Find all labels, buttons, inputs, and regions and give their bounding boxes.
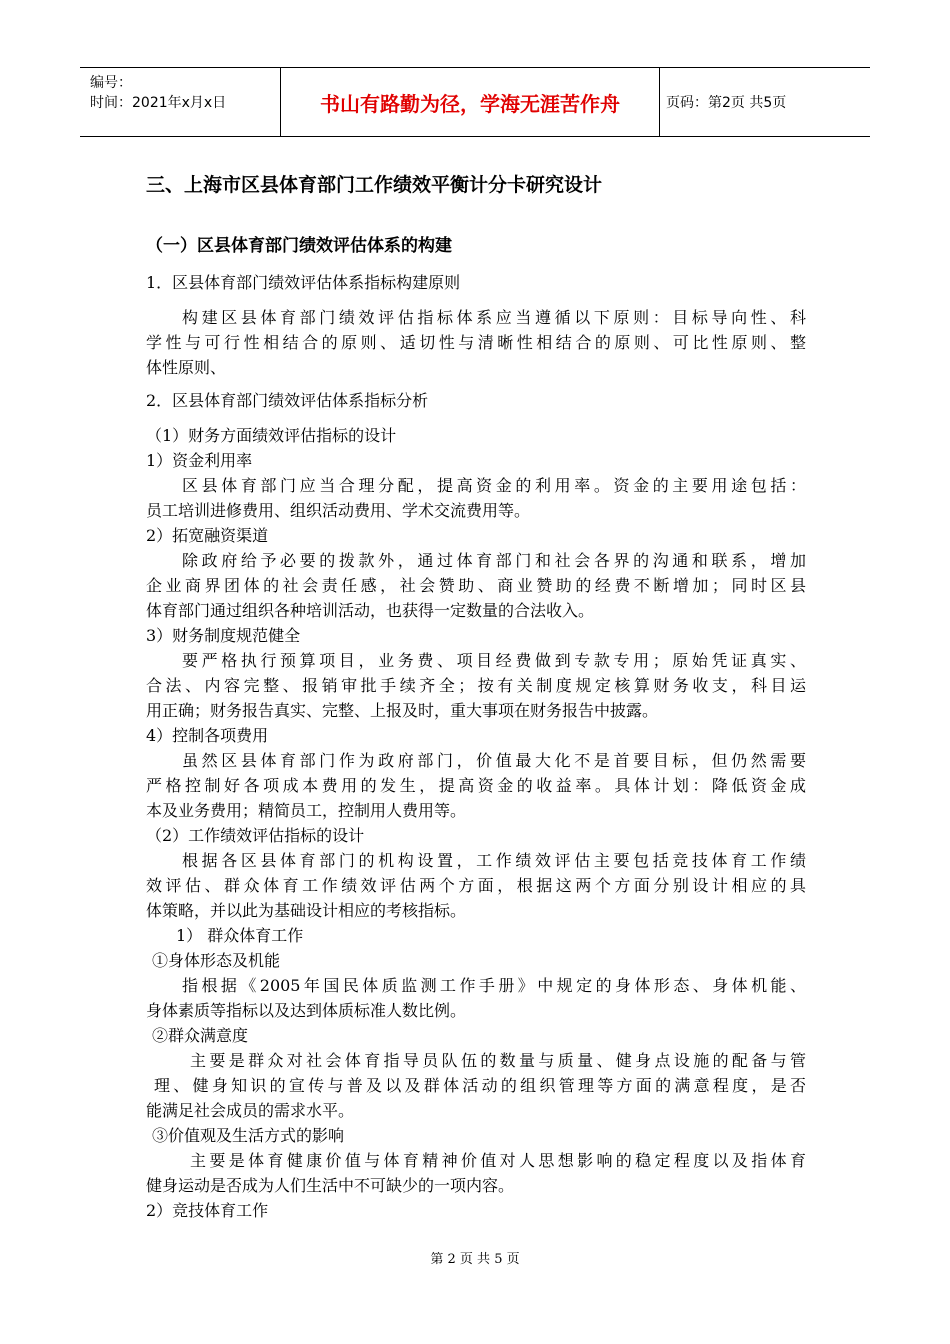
header-meta xyxy=(80,68,281,136)
body-line: 除政府给予必要的拨款外，通过体育部门和社会各界的沟通和联系，增加 xyxy=(182,551,806,570)
body-line: 3）财务制度规范健全 xyxy=(146,626,301,645)
number-label: 编号： xyxy=(90,75,132,91)
body-line: 体策略，并以此为基础设计相应的考核指标。 xyxy=(146,901,467,920)
body-line: ③价值观及生活方式的影响 xyxy=(152,1126,345,1145)
body-line: 企业商界团体的社会责任感，社会赞助、商业赞助的经费不断增加；同时区县 xyxy=(146,576,806,595)
body-line: 员工培训进修费用、组织活动费用、学术交流费用等。 xyxy=(146,501,531,520)
date-label: 时间：2021年x月x日 xyxy=(90,95,227,111)
body-line: 主要是群众对社会体育指导员队伍的数量与质量、健身点设施的配备与管 xyxy=(190,1051,806,1070)
body-line: 构建区县体育部门绩效评估指标体系应当遵循以下原则：目标导向性、科 xyxy=(182,308,806,327)
body-line: 2．区县体育部门绩效评估体系指标分析 xyxy=(146,391,429,410)
page-header xyxy=(80,67,870,137)
body-line: 虽然区县体育部门作为政府部门，价值最大化不是首要目标，但仍然需要 xyxy=(182,751,806,770)
page-footer: 第 2 页 共 5 页 xyxy=(430,1252,520,1267)
body-line: （1）财务方面绩效评估指标的设计 xyxy=(146,426,397,445)
body-line: 2）竞技体育工作 xyxy=(146,1201,269,1220)
body-line: 1） 群众体育工作 xyxy=(176,926,304,945)
body-line: 体性原则、 xyxy=(146,358,227,377)
body-line: 要严格执行预算项目，业务费、项目经费做到专款专用；原始凭证真实、 xyxy=(182,651,806,670)
header-motto: 书山有路勤为径，学海无涯苦作舟 xyxy=(281,68,660,136)
body-line: 体育部门通过组织各种培训活动，也获得一定数量的合法收入。 xyxy=(146,601,595,620)
body-line: 用正确；财务报告真实、完整、上报及时，重大事项在财务报告中披露。 xyxy=(146,701,659,720)
chapter-title: 三、上海市区县体育部门工作绩效平衡计分卡研究设计 xyxy=(146,174,603,196)
body-line: 身体素质等指标以及达到体质标准人数比例。 xyxy=(146,1001,467,1020)
body-line: 理、健身知识的宣传与普及以及群体活动的组织管理等方面的满意程度，是否 xyxy=(154,1076,806,1095)
section-heading: （一）区县体育部门绩效评估体系的构建 xyxy=(146,236,452,256)
body-line: 合法、内容完整、报销审批手续齐全；按有关制度规定核算财务收支，科目运 xyxy=(146,676,806,695)
body-line: 2）拓宽融资渠道 xyxy=(146,526,269,545)
body-line: 严格控制好各项成本费用的发生，提高资金的收益率。具体计划：降低资金成 xyxy=(146,776,806,795)
body-line: 本及业务费用；精简员工，控制用人费用等。 xyxy=(146,801,467,820)
header-page-info: 页码：第2页 共5页 xyxy=(666,95,787,111)
body-line: 1．区县体育部门绩效评估体系指标构建原则 xyxy=(146,273,461,292)
body-line: （2）工作绩效评估指标的设计 xyxy=(146,826,365,845)
body-line: 区县体育部门应当合理分配，提高资金的利用率。资金的主要用途包括： xyxy=(182,476,806,495)
body-line: 效评估、群众体育工作绩效评估两个方面，根据这两个方面分别设计相应的具 xyxy=(146,876,806,895)
body-line: ②群众满意度 xyxy=(152,1026,249,1045)
body-line: 指根据《2005年国民体质监测工作手册》中规定的身体形态、身体机能、 xyxy=(182,976,806,995)
body-line: 能满足社会成员的需求水平。 xyxy=(146,1101,355,1120)
body-line: ①身体形态及机能 xyxy=(152,951,281,970)
body-line: 根据各区县体育部门的机构设置，工作绩效评估主要包括竞技体育工作绩 xyxy=(182,851,806,870)
body-line: 1）资金利用率 xyxy=(146,451,253,470)
body-line: 主要是体育健康价值与体育精神价值对人思想影响的稳定程度以及指体育 xyxy=(190,1151,806,1170)
body-line: 4）控制各项费用 xyxy=(146,726,269,745)
body-line: 健身运动是否成为人们生活中不可缺少的一项内容。 xyxy=(146,1176,515,1195)
body-line: 学性与可行性相结合的原则、适切性与清晰性相结合的原则、可比性原则、整 xyxy=(146,333,806,352)
